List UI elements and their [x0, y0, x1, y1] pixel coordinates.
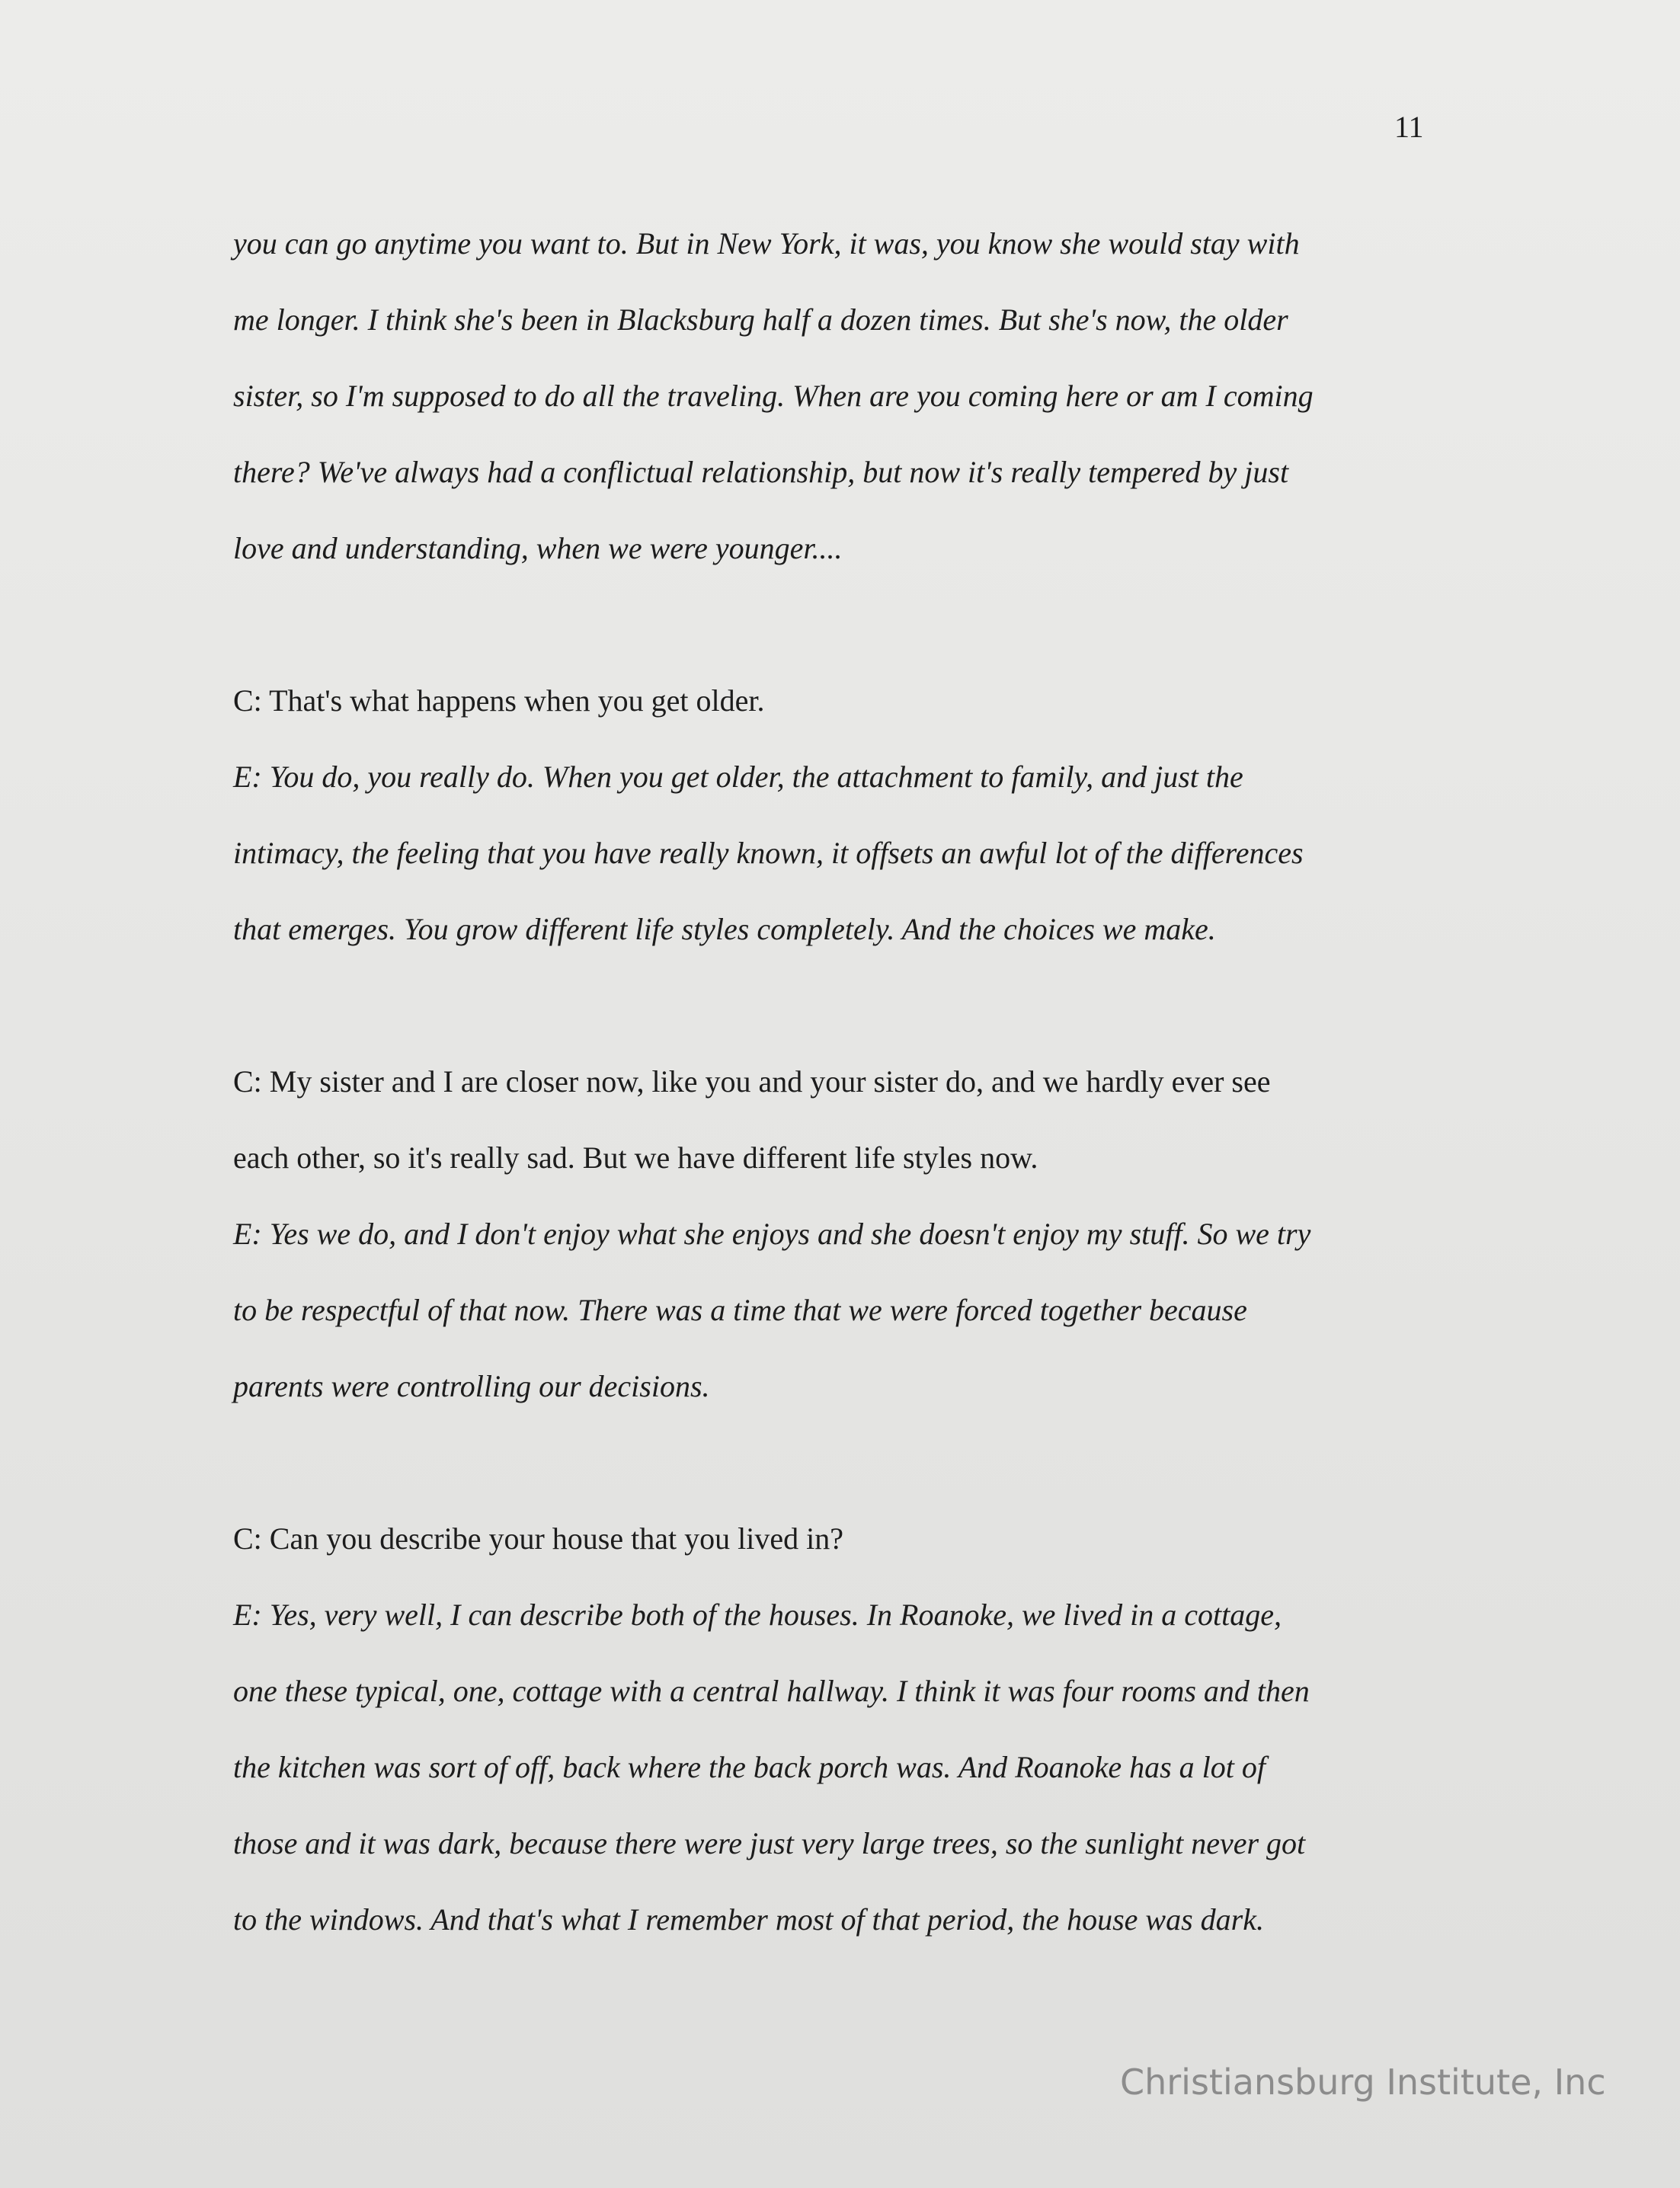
- paragraph-spacer: [233, 587, 1452, 663]
- paragraph-4: [233, 1501, 1452, 1958]
- page-number: 11: [1394, 110, 1424, 144]
- paragraph-spacer: [233, 1425, 1452, 1501]
- interviewee-line: one these typical, one, cottage with a central hallway. I think it was four rooms and then: [233, 1674, 1310, 1708]
- interviewee-line: E: Yes we do, and I don't enjoy what she enjoys and she doesn't enjoy my stuff. So we try: [233, 1217, 1311, 1251]
- interviewer-line: C: That's what happens when you get older.: [233, 683, 765, 718]
- transcript-line: there? We've always had a conflictual relationship, but now it's really tempered by just: [233, 455, 1289, 489]
- interviewer-line: C: Can you describe your house that you lived in?: [233, 1521, 843, 1556]
- interviewer-line: each other, so it's really sad. But we have different life styles now.: [233, 1140, 1038, 1175]
- interviewer-line: C: My sister and I are closer now, like you and your sister do, and we hardly ever see: [233, 1064, 1271, 1099]
- paragraph-2: [233, 663, 1452, 968]
- interviewee-line: that emerges. You grow different life styles completely. And the choices we make.: [233, 912, 1216, 946]
- transcript-line: love and understanding, when we were younger....: [233, 531, 843, 565]
- interviewee-line: parents were controlling our decisions.: [233, 1369, 710, 1403]
- transcript-line: me longer. I think she's been in Blacksburg half a dozen times. But she's now, the older: [233, 302, 1288, 337]
- transcript-line: you can go anytime you want to. But in New York, it was, you know she would stay with: [233, 226, 1300, 261]
- interviewee-line: those and it was dark, because there were just very large trees, so the sunlight never got: [233, 1826, 1306, 1860]
- interviewee-line: to be respectful of that now. There was a time that we were forced together because: [233, 1293, 1247, 1327]
- paragraph-spacer: [233, 968, 1452, 1044]
- paragraph-1: [233, 206, 1452, 587]
- paragraph-3: [233, 1044, 1452, 1425]
- transcript-body: [233, 206, 1452, 1958]
- interviewee-line: E: Yes, very well, I can describe both of the houses. In Roanoke, we lived in a cottage,: [233, 1598, 1282, 1632]
- interviewee-line: the kitchen was sort of off, back where the back porch was. And Roanoke has a lot of: [233, 1750, 1266, 1784]
- transcript-line: sister, so I'm supposed to do all the traveling. When are you coming here or am I coming: [233, 379, 1314, 413]
- watermark-text: Christiansburg Institute, Inc: [1120, 2062, 1606, 2103]
- interviewee-line: E: You do, you really do. When you get older, the attachment to family, and just the: [233, 760, 1243, 794]
- interviewee-line: to the windows. And that's what I remember most of that period, the house was dark.: [233, 1902, 1264, 1937]
- interviewee-line: intimacy, the feeling that you have really known, it offsets an awful lot of the differences: [233, 836, 1304, 870]
